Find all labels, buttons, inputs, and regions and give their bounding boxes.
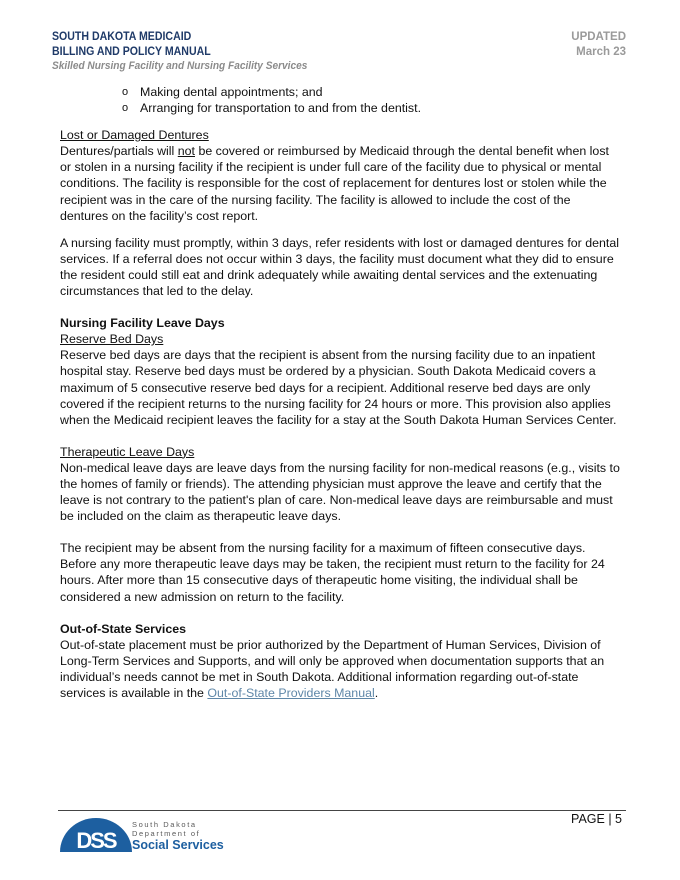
updated-date: March 23 [576, 45, 626, 58]
out-of-state-heading: Out-of-State Services [60, 621, 187, 636]
dss-logo-mark: DSS [76, 828, 116, 853]
therapeutic-limit-paragraph: The recipient may be absent from the nursing facility for a maximum of fifteen consecutive days. Before any more therapeutic leave days may be taken, the recipient must return to the facility for 24 hours. After more than 15 consecutive days of therapeutic home visiting, the individual shall be considered a new admission on return to the facility. [60, 541, 605, 604]
page-header [52, 30, 626, 76]
footer-divider [58, 810, 626, 811]
document-body [60, 84, 620, 701]
list-item: o Making dental appointments; and [122, 85, 323, 99]
header-subtitle: Skilled Nursing Facility and Nursing Facility Services [52, 60, 308, 72]
updated-label: UPDATED [571, 31, 626, 43]
therapeutic-leave-heading: Therapeutic Leave Days [60, 444, 195, 459]
dss-logo-icon [60, 816, 132, 856]
out-of-state-manual-link[interactable]: Out-of-State Providers Manual [207, 686, 375, 700]
dss-logo [60, 816, 230, 856]
bullet-marker: o [122, 86, 129, 98]
bullet-marker: o [122, 102, 129, 115]
leave-days-heading: Nursing Facility Leave Days [60, 316, 225, 331]
list-item: o Arranging for transportation to and from the dentist. [122, 101, 422, 116]
out-of-state-paragraph: Out-of-state placement must be prior authorized by the Department of Human Services, Division of Long-Term Services and Supports, and will only be approved when documentation supports that an individual’s needs cannot be met in South Dakota. Additional information regarding out-of-state services is available in the Out-of-State Providers Manual. [60, 637, 605, 700]
referral-paragraph: A nursing facility must promptly, within 3 days, refer residents with lost or damaged dentures for dental services. If a referral does not occur within 3 days, the facility must document what they did to ensure the resident could still eat and drink adequately while awaiting dental services and the extenuating circumstances that led to the delay. [60, 235, 619, 299]
reserve-bed-days-heading: Reserve Bed Days [60, 332, 164, 347]
lost-dentures-paragraph: Dentures/partials will not be covered or reimbursed by Medicaid through the dental benefit when lost or stolen in a nursing facility if the recipient is under full care of the facility due to physical or mental conditions. The facility is responsible for the cost of replacement for dentures lost or stolen while the recipient was in the care of the nursing facility. The facility is allowed to include the cost of the dentures on the facility’s cost report. [60, 144, 609, 223]
header-title-line2: BILLING AND POLICY MANUAL [52, 45, 211, 58]
dss-logo-text: South Dakota Department of Social Services [132, 820, 224, 852]
header-title-line1: SOUTH DAKOTA MEDICAID [52, 31, 192, 43]
reserve-bed-days-paragraph: Reserve bed days are days that the recipient is absent from the nursing facility due to an inpatient hospital stay. Reserve bed days must be ordered by a physician. South Dakota Medicaid covers a maximum of 5 consecutive reserve bed days for a recipient. Additional reserve bed days are only covered if the recipient returns to the nursing facility for 24 hours or more. This provision also applies when the Medicaid recipient leaves the facility for a stay at the South Dakota Human Services Center. [60, 348, 617, 427]
therapeutic-leave-paragraph: Non-medical leave days are leave days from the nursing facility for non-medical reasons (e.g., visits to the homes of family or friends). The attending physician must approve the leave and certify that the leave is not contrary to the patient's plan of care. Non-medical leave days are reimbursable and must be included on the claim as therapeutic leave days. [60, 460, 620, 524]
bullet-list [122, 84, 620, 116]
header-updated [571, 30, 626, 59]
page-number: PAGE | 5 [571, 812, 622, 826]
lost-dentures-heading: Lost or Damaged Dentures [60, 128, 209, 143]
